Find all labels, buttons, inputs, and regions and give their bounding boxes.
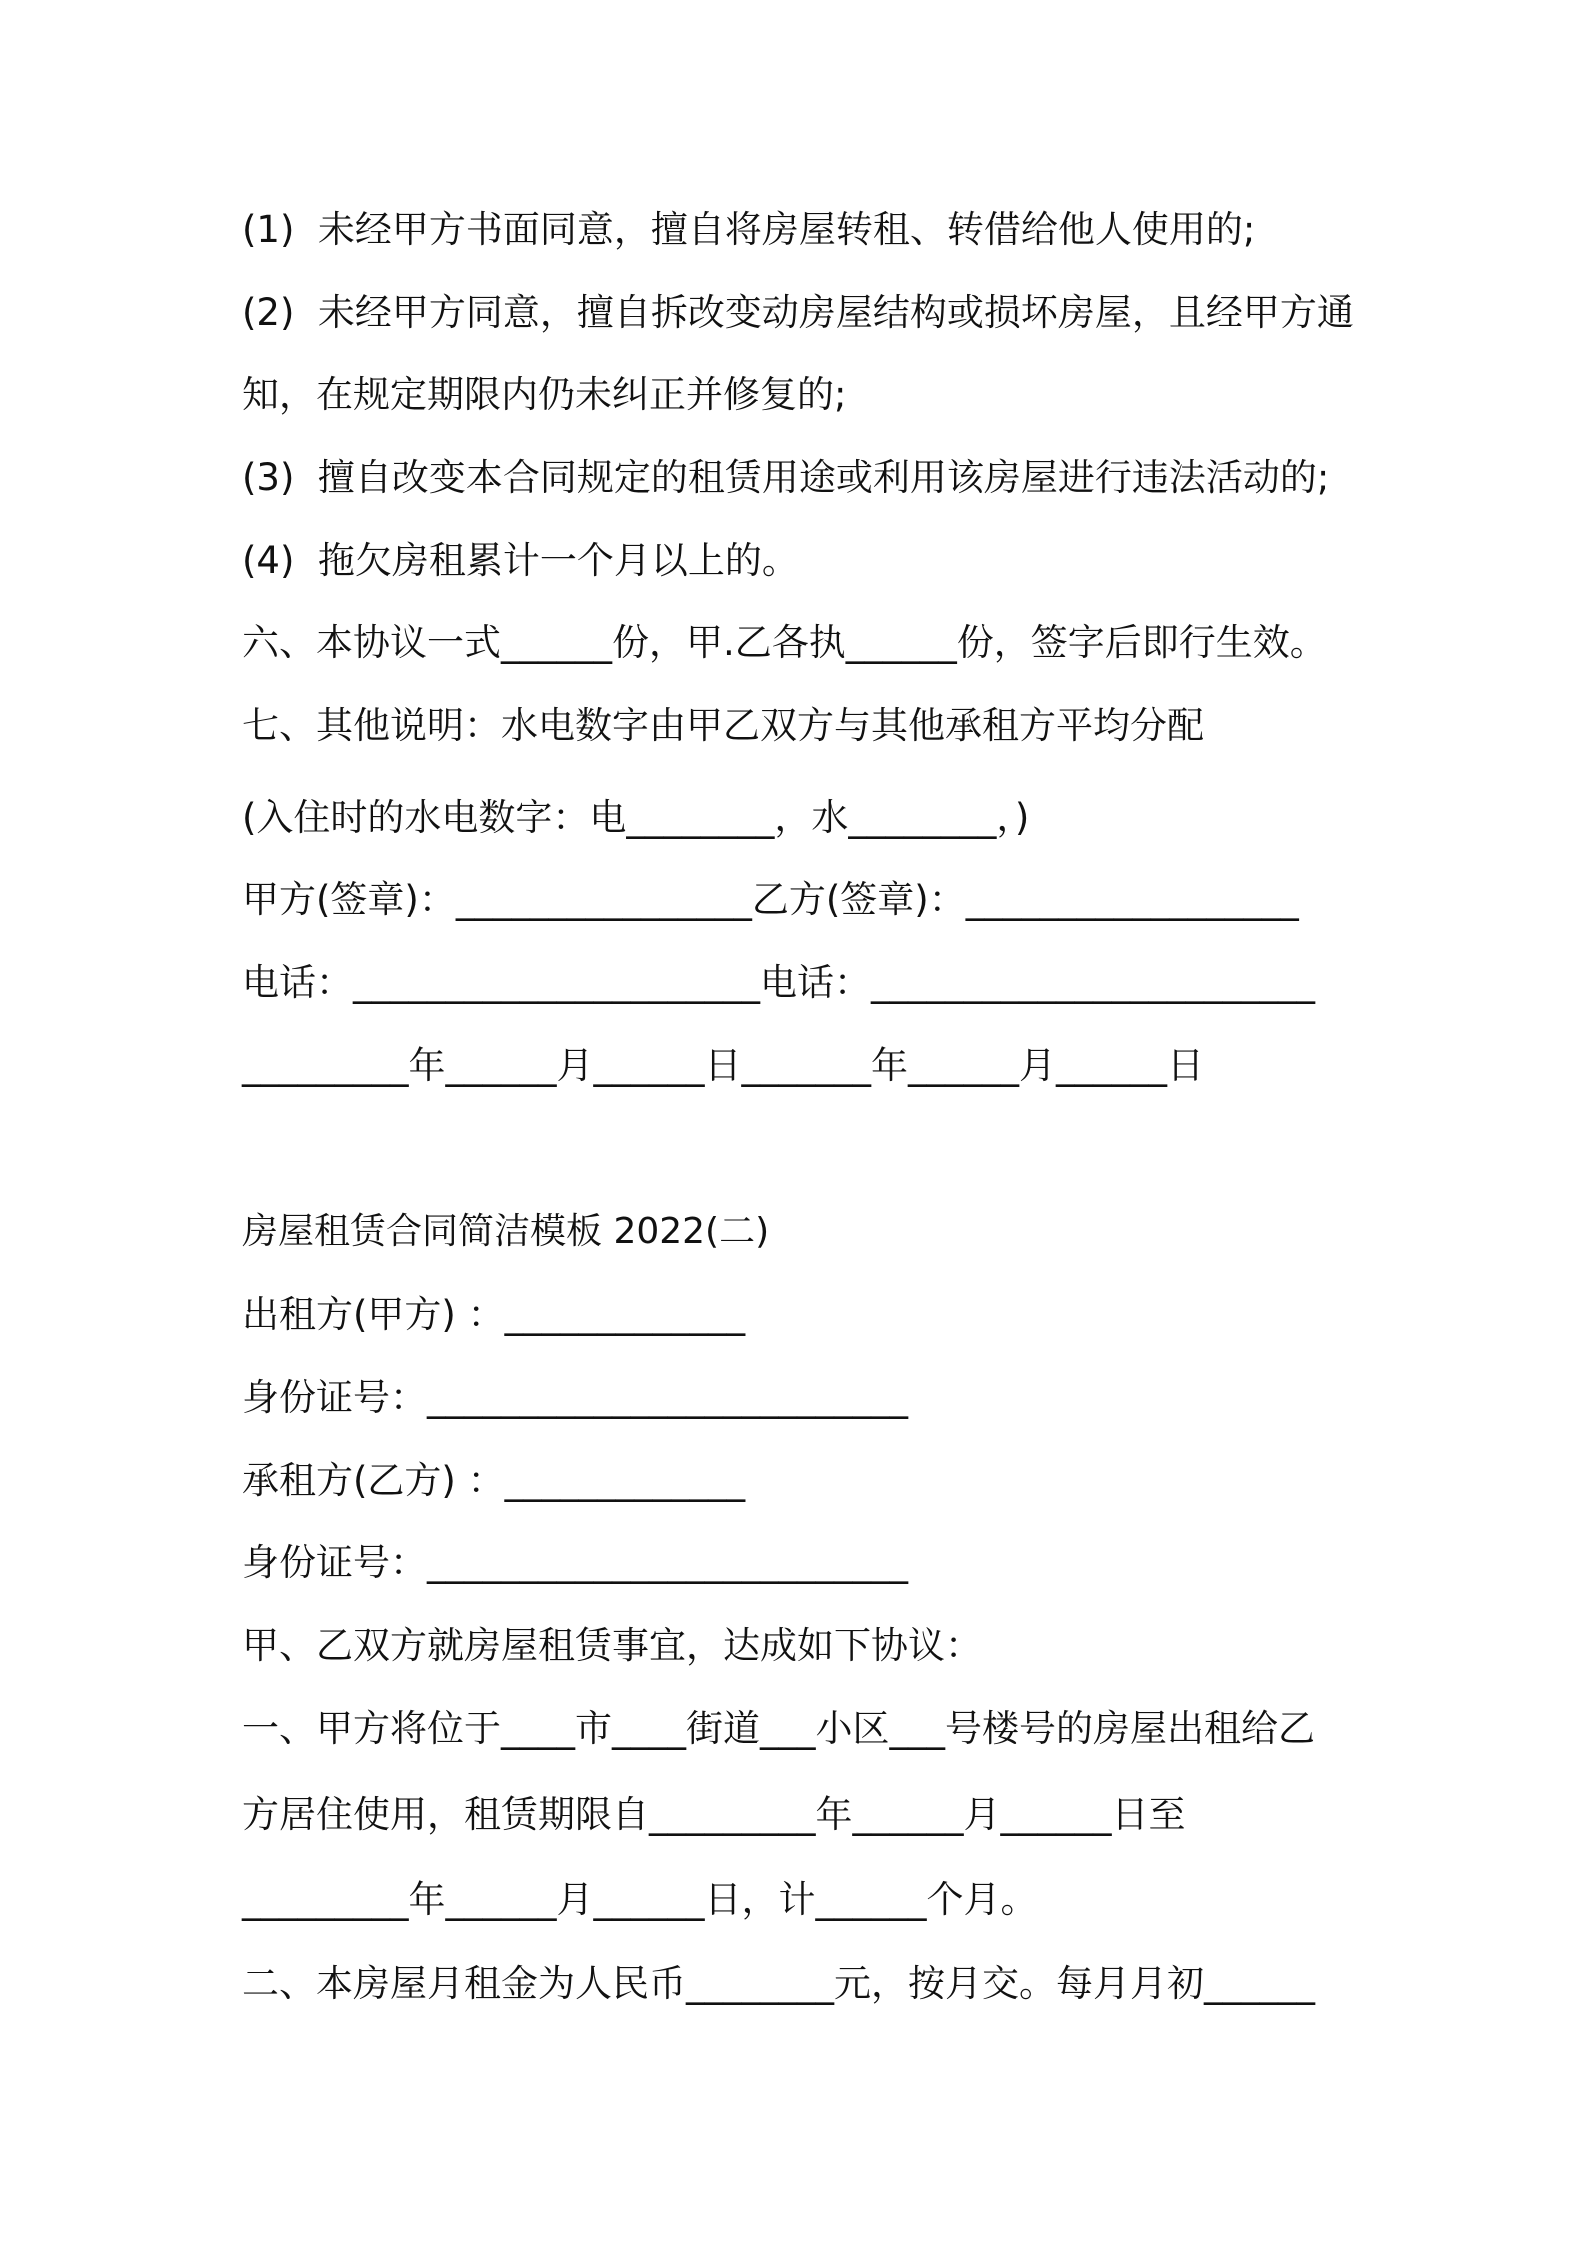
lessor-line: 出租方(甲方) ：_____________ bbox=[242, 1293, 746, 1336]
lessee-id-line: 身份证号：__________________________ bbox=[242, 1541, 908, 1584]
clause-item-2-continued: 知，在规定期限内仍未纠正并修复的; bbox=[242, 373, 847, 416]
clause-seven-notes: 七、其他说明：水电数字由甲乙双方与其他承租方平均分配 bbox=[242, 704, 1204, 747]
lessor-id-line: 身份证号：__________________________ bbox=[242, 1376, 908, 1419]
phone-line: 电话：______________________电话：________________________ bbox=[242, 961, 1315, 1004]
utility-readings: (入住时的水电数字：电________，水________，) bbox=[242, 796, 1030, 839]
clause-item-3: (3) 擅自改变本合同规定的租赁用途或利用该房屋进行违法活动的; bbox=[242, 456, 1330, 499]
lessee-line: 承租方(乙方) ：_____________ bbox=[242, 1459, 746, 1502]
contract-title: 房屋租赁合同简洁模板 2022(二) bbox=[242, 1211, 770, 1252]
clause-two-rent: 二、本房屋月租金为人民币________元，按月交。每月月初______ bbox=[242, 1962, 1315, 2005]
clause-six-copies: 六、本协议一式______份，甲.乙各执______份，签字后即行生效。 bbox=[242, 621, 1327, 664]
clause-item-2: (2) 未经甲方同意，擅自拆改变动房屋结构或损坏房屋，且经甲方通 bbox=[242, 291, 1354, 334]
clause-one-term: 方居住使用，租赁期限自_________年______月______日至 bbox=[242, 1793, 1186, 1836]
signature-line: 甲方(签章)：________________乙方(签章)：__________________ bbox=[242, 878, 1299, 921]
agreement-intro: 甲、乙双方就房屋租赁事宜，达成如下协议： bbox=[242, 1624, 982, 1667]
clause-one-term-end: _________年______月______日，计______个月。 bbox=[242, 1878, 1038, 1921]
clause-one-location: 一、甲方将位于____市____街道___小区___号楼号的房屋出租给乙 bbox=[242, 1707, 1315, 1750]
clause-item-4: (4) 拖欠房租累计一个月以上的。 bbox=[242, 539, 799, 582]
clause-item-1: (1) 未经甲方书面同意，擅自将房屋转租、转借给他人使用的; bbox=[242, 208, 1256, 251]
date-line: _________年______月______日_______年______月______日 bbox=[242, 1044, 1204, 1087]
